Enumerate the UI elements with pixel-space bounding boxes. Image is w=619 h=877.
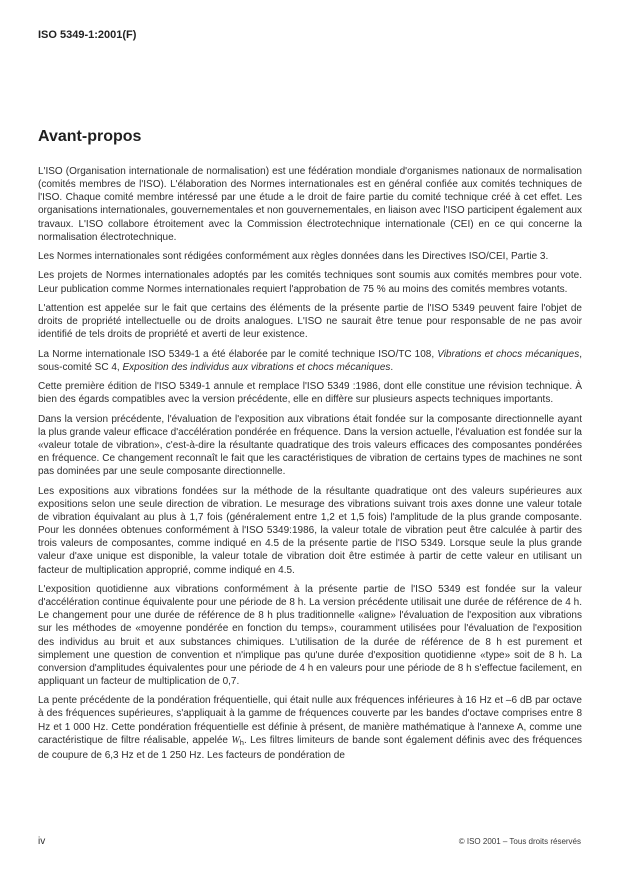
paragraph: L'ISO (Organisation internationale de normalisation) est une fédération mondiale d'organismes nationaux de normalisation (comités membres de l'ISO). L'élaboration des Normes internationales est en général confiée aux comités techniques de l'ISO. Chaque comité membre intéressé par une étude a le droit de faire partie du comité technique créé à cet effet. Les organisations internationales, gouvernementales et non gouvernementales, en liaison avec l'ISO participent également aux travaux. L'ISO collabore étroitement avec la Commission électrotechnique internationale (CEI) en ce qui concerne la normalisation électrotechnique. [38,166,582,243]
page-number: iv [38,836,46,847]
emphasized-text: Exposition des individus aux vibrations et chocs mécaniques [122,361,391,373]
paragraph: Les expositions aux vibrations fondées sur la méthode de la résultante quadratique ont des valeurs supérieures aux expositions selon une seule direction de vibration. Le mesurage des vibrations suivant trois axes donne une valeur totale de vibration équivalant au plus à 1,7 fois (généralement entre 1,2 et 1,5 fois) l'amplitude de la plus grande composante. Pour les données obtenues conformément à l'ISO 5349:1986, la valeur totale de vibration peut être calculée à partir des trois valeurs de composantes, comme indiqué en 4.5 de la présente partie de l'ISO 5349. Lorsque seule la plus grande valeur d'axe unique est disponible, la valeur totale de vibration doit être estimée à partir de cette valeur en utilisant un facteur de multiplication approprié, comme indiqué en 4.5. [38,485,582,576]
emphasized-text: W [231,734,240,746]
document-reference: ISO 5349-1:2001(F) [38,29,137,41]
paragraph: L'attention est appelée sur le fait que certains des éléments de la présente partie de l'ISO 5349 peuvent faire l'objet de droits de propriété intellectuelle ou de droits analogues. L'ISO ne saurait être tenue pour responsable de ne pas avoir identifié de tels droits de propriété et averti de leur existence. [38,302,582,341]
paragraph: Cette première édition de l'ISO 5349-1 annule et remplace l'ISO 5349 :1986, dont elle constitue une révision technique. À bien des égards compatibles avec la version précédente, elle en diffère sur plusieurs aspects techniques importants. [38,381,582,406]
foreword-body [38,165,582,768]
paragraph: La pente précédente de la pondération fréquentielle, qui était nulle aux fréquences inférieures à 16 Hz et –6 dB par octave à des fréquences supérieures, s'appliquait à la gamme de fréquences couverte par les bandes d'octave comprises entre 8 Hz et 1 000 Hz. Cette pondération fréquentielle est définie à présent, de manière mathématique à l'annexe A, comme une caractéristique de filtre réalisable, appelée $W_h$. Les filtres limiteurs de bande sont également définis avec des fréquences de coupure de 6,3 Hz et de 1 250 Hz. Les facteurs de pondération de [38,695,582,761]
paragraph: Dans la version précédente, l'évaluation de l'exposition aux vibrations était fondée sur la composante directionnelle ayant la plus grande valeur efficace d'accélération pondérée en fréquence. Dans la version actuelle, l'évaluation est fondée sur la «valeur totale de vibration», c'est-à-dire la résultante quadratique des trois valeurs efficaces des composantes pondérées en fréquence. Ce changement reconnaît le fait que les caractéristiques de vibration de certains types de machines ne sont pas dominées par une seule composante directionnelle. [38,413,582,478]
paragraph: Les projets de Normes internationales adoptés par les comités techniques sont soumis aux comités membres pour vote. Leur publication comme Normes internationales requiert l'approbation de 75 % au moins des comités membres votants. [38,270,582,295]
subscript-text: h [239,737,244,747]
section-title: Avant-propos [38,128,142,145]
paragraph: La Norme internationale ISO 5349-1 a été élaborée par le comité technique ISO/TC 108, Vibrations et chocs mécaniques, sous-comité SC 4, Exposition des individus aux vibrations et chocs mécaniques. [38,348,582,373]
paragraph: L'exposition quotidienne aux vibrations conformément à la présente partie de l'ISO 5349 est fondée sur la valeur d'accélération continue équivalente pour une période de 8 h. La version précédente utilisait une durée de référence de 4 h. Le changement pour une durée de référence de 8 h plus traditionnelle «aligne» l'évaluation de l'exposition aux vibrations sur les méthodes de «moyenne pondérée en fonction du temps», couramment utilisées pour l'évaluation de l'exposition des individus au bruit et aux substances chimiques. L'utilisation de la durée de référence de 8 h est purement et simplement une question de convention et n'implique pas qu'une durée d'exposition quotidienne «type» soit de 8 h. La conversion d'amplitudes équivalentes pour une période de 4 h en valeurs pour une période de 8 h s'effectue facilement, en appliquant un facteur de multiplication de 0,7. [38,583,582,687]
copyright-notice: © ISO 2001 – Tous droits réservés [458,837,581,846]
page-footer [38,836,581,847]
emphasized-text: Vibrations et chocs mécaniques [437,348,580,360]
paragraph: Les Normes internationales sont rédigées conformément aux règles données dans les Directives ISO/CEI, Partie 3. [38,251,549,263]
